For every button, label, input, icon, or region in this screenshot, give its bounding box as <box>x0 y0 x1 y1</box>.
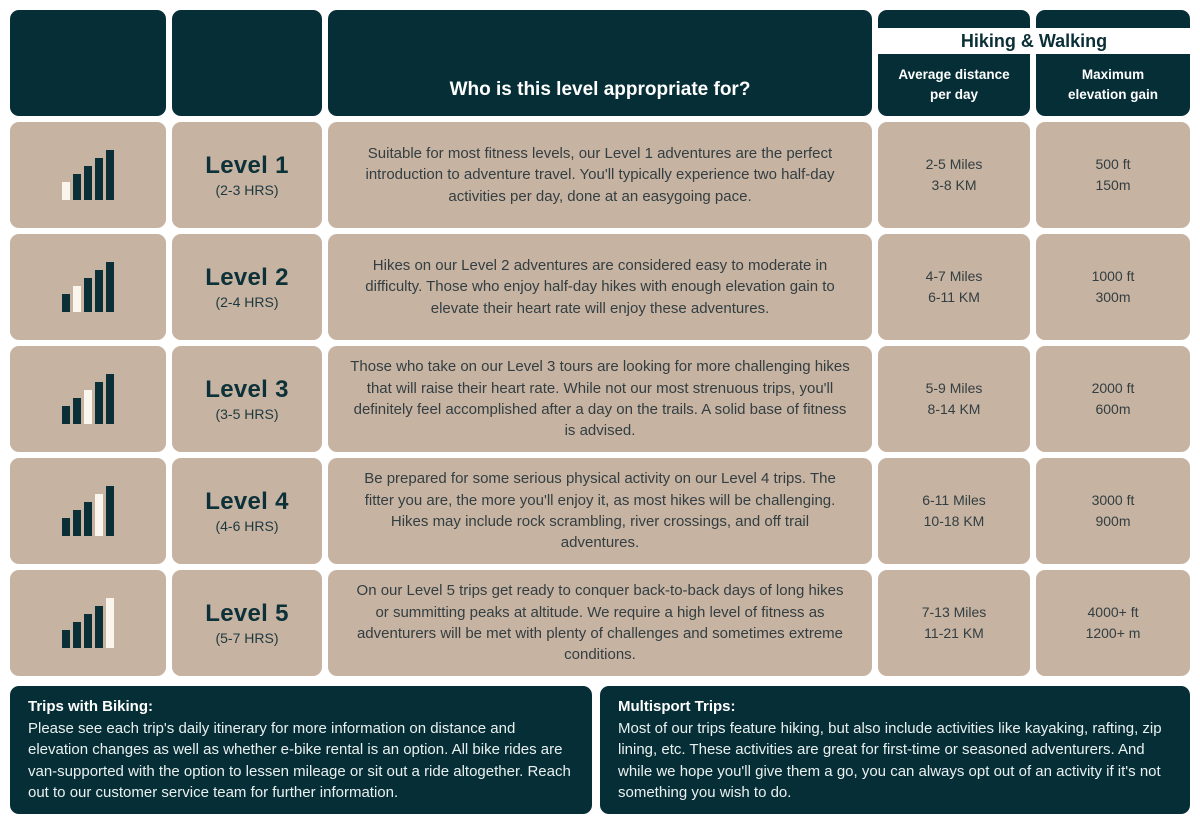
level-5-elevation-cell <box>1036 570 1190 676</box>
level-4-cell <box>172 458 322 564</box>
level-4-distance-cell <box>878 458 1030 564</box>
level-5-description-cell <box>328 570 872 676</box>
level-name: Level 3 <box>205 376 289 403</box>
elevation-m: 900m <box>1095 513 1131 529</box>
header-blank-icon-cell <box>10 10 166 116</box>
level-3-icon-cell <box>10 346 166 452</box>
level-1-description-cell <box>328 122 872 228</box>
multisport-note-box <box>600 686 1190 814</box>
level-2-cell <box>172 234 322 340</box>
level-3-cell <box>172 346 322 452</box>
distance-miles: 6-11 Miles <box>922 492 986 508</box>
who-title: Who is this level appropriate for? <box>449 79 751 100</box>
elevation-m: 600m <box>1095 401 1131 417</box>
level-2-elevation-cell <box>1036 234 1190 340</box>
distance-km: 6-11 KM <box>928 289 980 305</box>
level-5-distance-cell <box>878 570 1030 676</box>
biking-note-body: Please see each trip's daily itinerary for more information on distance and elevation changes as well as whether e-bike rental is an option. All bike rides are van-supported with the option to lessen mileage or sit out a ride altogether. Reach out to our customer service team for further information. <box>28 720 571 801</box>
levels-table <box>10 10 1190 676</box>
level-description: Hikes on our Level 2 adventures are considered easy to moderate in difficulty. Those who enjoy half-day hikes with enough elevation gain to elevate their heart rate will enjoy these adventures. <box>365 257 835 317</box>
level-hours: (3-5 HRS) <box>215 406 279 422</box>
distance-km: 11-21 KM <box>924 625 984 641</box>
level-hours: (2-4 HRS) <box>215 294 279 310</box>
hiking-walking-header-group <box>878 10 1190 116</box>
distance-header-line2: per day <box>929 86 979 102</box>
level-description: Be prepared for some serious physical activity on our Level 4 trips. The fitter you are, the more you'll enjoy it, as most hikes will be challenging. Hikes may include rock scrambling, river crossings, and off trail adventures. <box>364 470 836 552</box>
level-1-icon-cell <box>10 122 166 228</box>
elevation-m: 300m <box>1095 289 1131 305</box>
header-blank-level-cell <box>172 10 322 116</box>
distance-km: 10-18 KM <box>923 513 985 529</box>
level-name: Level 5 <box>205 600 289 627</box>
level-5-cell <box>172 570 322 676</box>
biking-note-box <box>10 686 592 814</box>
elevation-header-line1: Maximum <box>1081 66 1145 82</box>
level-name: Level 4 <box>205 488 289 515</box>
level-4-elevation-cell <box>1036 458 1190 564</box>
difficulty-bars-icon <box>62 486 114 536</box>
level-name: Level 2 <box>205 264 289 291</box>
hiking-walking-banner <box>876 28 1192 54</box>
difficulty-bars-icon <box>62 262 114 312</box>
level-description: On our Level 5 trips get ready to conquer back-to-back days of long hikes or summitting peaks at altitude. We require a high level of fitness as adventurers will be met with plenty of challenges and sometimes extreme conditions. <box>356 582 844 664</box>
header-distance-cell <box>878 10 1030 116</box>
elevation-ft: 2000 ft <box>1091 380 1135 396</box>
level-1-cell <box>172 122 322 228</box>
distance-miles: 7-13 Miles <box>921 604 987 620</box>
level-4-description-cell <box>328 458 872 564</box>
distance-header-line1: Average distance <box>898 66 1010 82</box>
distance-miles: 5-9 Miles <box>925 380 983 396</box>
hiking-walking-title: Hiking & Walking <box>960 30 1108 51</box>
multisport-note-title: Multisport Trips: <box>618 698 736 715</box>
level-3-distance-cell <box>878 346 1030 452</box>
distance-km: 3-8 KM <box>931 177 977 193</box>
elevation-ft: 3000 ft <box>1091 492 1135 508</box>
elevation-column-header <box>1068 65 1158 104</box>
elevation-ft: 500 ft <box>1095 156 1131 172</box>
level-hours: (4-6 HRS) <box>215 518 279 534</box>
biking-note-title: Trips with Biking: <box>28 698 154 715</box>
level-2-icon-cell <box>10 234 166 340</box>
level-1-elevation-cell <box>1036 122 1190 228</box>
elevation-ft: 4000+ ft <box>1087 604 1139 620</box>
header-who-cell <box>328 10 872 116</box>
level-hours: (5-7 HRS) <box>215 630 279 646</box>
level-1-distance-cell <box>878 122 1030 228</box>
multisport-note-body: Most of our trips feature hiking, but also include activities like kayaking, rafting, zip lining, etc. These activities are great for first-time or seasoned adventurers. And while we hope you'll give them a go, you can always opt out of an activity if it's not something you wish to do. <box>618 720 1162 801</box>
elevation-m: 1200+ m <box>1085 625 1141 641</box>
level-5-icon-cell <box>10 570 166 676</box>
difficulty-bars-icon <box>62 374 114 424</box>
footer-notes <box>10 686 1190 814</box>
header-elevation-cell <box>1036 10 1190 116</box>
level-3-description-cell <box>328 346 872 452</box>
distance-km: 8-14 KM <box>927 401 981 417</box>
difficulty-bars-icon <box>62 598 114 648</box>
level-hours: (2-3 HRS) <box>215 182 279 198</box>
level-4-icon-cell <box>10 458 166 564</box>
difficulty-bars-icon <box>62 150 114 200</box>
level-3-elevation-cell <box>1036 346 1190 452</box>
level-description: Suitable for most fitness levels, our Level 1 adventures are the perfect introduction to adventure travel. You'll typically experience two half-day activities per day, done at an easygoing pace. <box>365 145 835 205</box>
elevation-header-line2: elevation gain <box>1067 86 1159 102</box>
level-name: Level 1 <box>205 152 289 179</box>
distance-miles: 4-7 Miles <box>925 268 983 284</box>
distance-column-header <box>898 65 1009 104</box>
level-2-description-cell <box>328 234 872 340</box>
distance-miles: 2-5 Miles <box>925 156 983 172</box>
level-description: Those who take on our Level 3 tours are looking for more challenging hikes that will raise their heart rate. While not our most strenuous trips, you'll definitely feel accomplished after a day on the trails. A solid base of fitness is advised. <box>350 358 850 440</box>
elevation-m: 150m <box>1095 177 1131 193</box>
elevation-ft: 1000 ft <box>1091 268 1135 284</box>
level-2-distance-cell <box>878 234 1030 340</box>
